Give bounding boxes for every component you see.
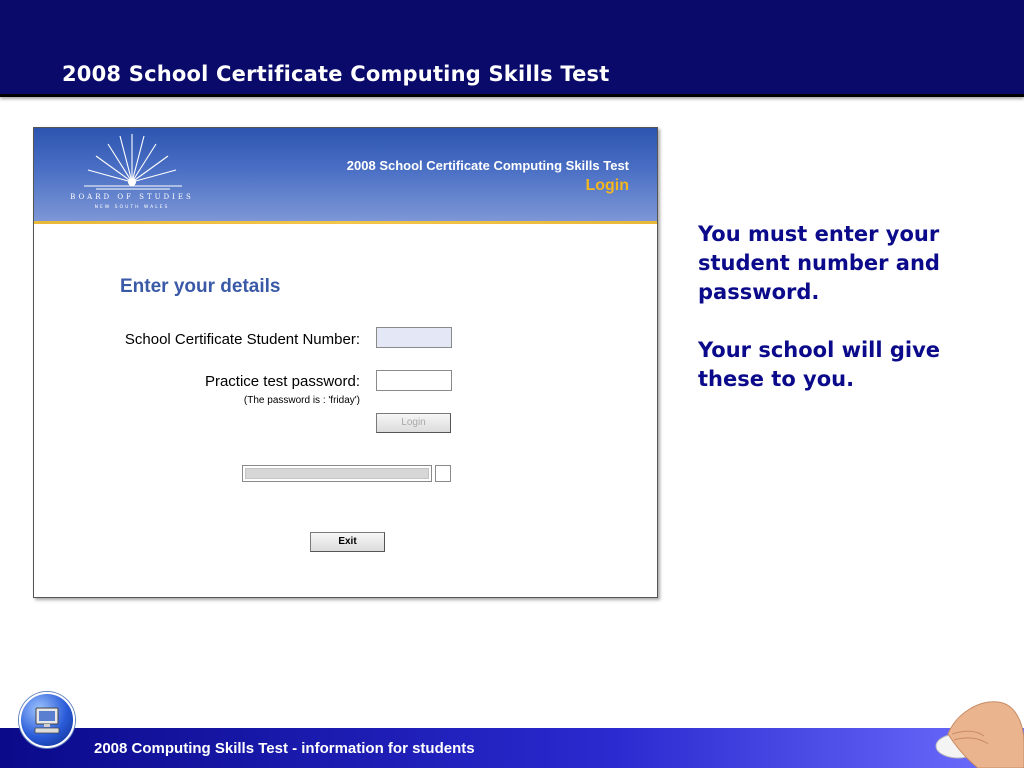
computer-icon: [19, 692, 75, 748]
footer-text: 2008 Computing Skills Test - information for students: [94, 740, 475, 757]
progress-indicator-box: [435, 465, 451, 482]
side-instructions: [698, 220, 998, 423]
instruction-paragraph: Your school will give these to you.: [698, 338, 941, 391]
login-button[interactable]: Login: [376, 413, 451, 433]
slide-title: 2008 School Certificate Computing Skills Test: [62, 62, 610, 86]
app-screenshot: [33, 127, 658, 598]
app-banner: [34, 128, 657, 221]
student-number-input[interactable]: [376, 327, 452, 348]
slide-header: [0, 0, 1024, 97]
progress-bar: [242, 465, 432, 482]
password-input[interactable]: [376, 370, 452, 391]
exit-button[interactable]: Exit: [310, 532, 385, 552]
instruction-paragraph: You must enter your student number and password.: [698, 222, 940, 304]
app-subtitle-login: Login: [585, 177, 629, 194]
password-hint: (The password is : 'friday'): [243, 395, 360, 406]
logo-subtext: NEW SOUTH WALES: [94, 205, 170, 210]
banner-divider: [34, 221, 657, 224]
hand-mouse-icon: [918, 694, 1024, 768]
slide-footer: [0, 728, 1024, 768]
sunburst-logo-icon: [74, 132, 194, 192]
logo-text: BOARD OF STUDIES: [70, 193, 194, 201]
password-label: Practice test password:: [204, 373, 360, 390]
form-heading: Enter your details: [120, 276, 281, 297]
student-number-label: School Certificate Student Number:: [124, 331, 360, 348]
app-title: 2008 School Certificate Computing Skills Test: [346, 158, 629, 173]
progress-fill: [245, 468, 429, 479]
